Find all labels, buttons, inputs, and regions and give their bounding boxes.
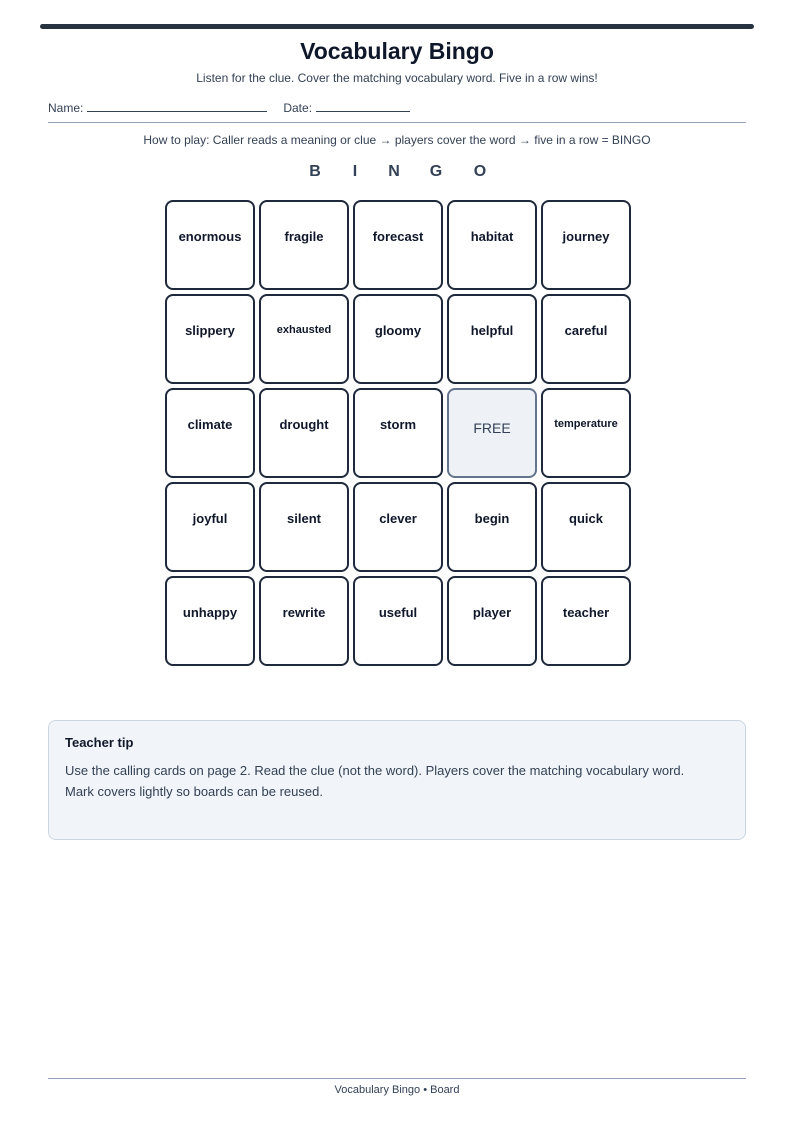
bingo-cell[interactable]: teacher xyxy=(541,576,631,666)
name-date-row xyxy=(48,99,410,115)
how-to-play: How to play: Caller reads a meaning or clue → players cover the word → five in a row = BINGO xyxy=(143,133,651,147)
footer-divider xyxy=(48,1078,746,1079)
bingo-cell[interactable]: begin xyxy=(447,482,537,572)
bingo-cell[interactable]: fragile xyxy=(259,200,349,290)
bingo-board xyxy=(165,200,631,666)
bingo-cell[interactable]: careful xyxy=(541,294,631,384)
bingo-cell[interactable]: drought xyxy=(259,388,349,478)
bingo-cell[interactable]: habitat xyxy=(447,200,537,290)
date-write-line xyxy=(316,99,410,112)
bingo-cell[interactable]: temperature xyxy=(541,388,631,478)
page-footer: Vocabulary Bingo • Board xyxy=(334,1084,460,1096)
bingo-cell[interactable]: storm xyxy=(353,388,443,478)
bingo-header xyxy=(267,163,527,183)
teacher-tip-box xyxy=(48,720,746,840)
bingo-letter-o: O xyxy=(473,163,487,180)
bingo-cell[interactable]: joyful xyxy=(165,482,255,572)
bingo-cell[interactable]: forecast xyxy=(353,200,443,290)
bingo-cell[interactable]: slippery xyxy=(165,294,255,384)
page-title: Vocabulary Bingo xyxy=(300,38,494,64)
bingo-letter-i: I xyxy=(352,163,358,180)
bingo-cell[interactable]: clever xyxy=(353,482,443,572)
bingo-letter-b: B xyxy=(309,163,321,180)
bingo-letter-n: N xyxy=(388,163,400,180)
bingo-cell[interactable]: gloomy xyxy=(353,294,443,384)
bingo-cell[interactable]: player xyxy=(447,576,537,666)
teacher-tip-line: Use the calling cards on page 2. Read the clue (not the word). Players cover the matching vocabulary word. xyxy=(65,763,685,778)
page-subtitle: Listen for the clue. Cover the matching vocabulary word. Five in a row wins! xyxy=(196,71,598,85)
bingo-cell[interactable]: rewrite xyxy=(259,576,349,666)
date-label: Date: xyxy=(283,101,313,115)
bingo-cell[interactable]: helpful xyxy=(447,294,537,384)
teacher-tip-title: Teacher tip xyxy=(65,735,134,750)
bingo-cell[interactable]: journey xyxy=(541,200,631,290)
bingo-cell[interactable]: enormous xyxy=(165,200,255,290)
top-accent-bar xyxy=(40,24,754,29)
bingo-letter-g: G xyxy=(429,163,443,180)
free-space-cell: FREE xyxy=(447,388,537,478)
bingo-cell[interactable]: exhausted xyxy=(259,294,349,384)
bingo-cell[interactable]: useful xyxy=(353,576,443,666)
teacher-tip-line: Mark covers lightly so boards can be reused. xyxy=(65,784,323,799)
bingo-cell[interactable]: silent xyxy=(259,482,349,572)
bingo-cell[interactable]: climate xyxy=(165,388,255,478)
bingo-cell[interactable]: unhappy xyxy=(165,576,255,666)
name-write-line xyxy=(87,99,267,112)
bingo-cell[interactable]: quick xyxy=(541,482,631,572)
header-divider xyxy=(48,122,746,123)
name-label: Name: xyxy=(48,101,84,115)
